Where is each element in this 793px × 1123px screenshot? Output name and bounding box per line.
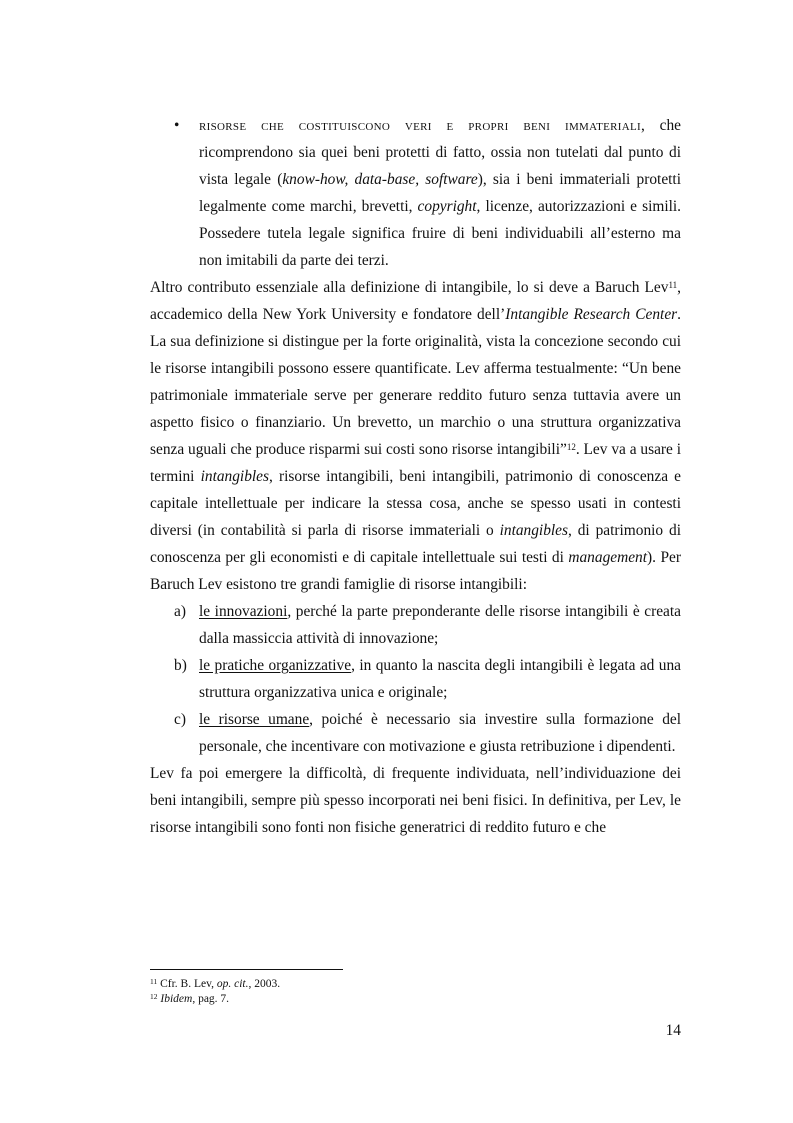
bullet-heading: risorse che costituiscono veri e propri beni immateriali, — [199, 117, 646, 134]
list-item: c) le risorse umane, poiché è necessario sia investire sulla formazione del personale, che incentivare con motivazione e giusta retribuzione i dipendenti. — [150, 706, 681, 760]
list-term: le innovazioni — [199, 603, 288, 620]
bullet-icon: • — [174, 117, 180, 134]
page-number: 14 — [665, 1022, 681, 1039]
footnote-12: $^{12}$ Ibidem, pag. 7. — [150, 992, 230, 1005]
list-item: a) le innovazioni, perché la parte preponderante delle risorse intangibili è creata dalla massiccia attività di innovazione; — [150, 598, 681, 652]
list-marker: b) — [174, 657, 187, 674]
main-text — [150, 112, 681, 841]
footnote-ref-12[interactable]: 12 — [566, 441, 576, 452]
list-marker: a) — [174, 603, 186, 620]
footnotes — [150, 977, 280, 1007]
footnote-divider — [150, 969, 343, 970]
list-item: b) le pratiche organizzative, in quanto la nascita degli intangibili è legata ad una struttura organizzativa unica e originale; — [150, 652, 681, 706]
paragraph-lev-definition: Altro contributo essenziale alla definizione di intangibile, lo si deve a Baruch Lev$^{11}$, accademico della New York University e fondatore dell’Intangible Research Center. La sua definizione si distingue per la forte originalità, vista la concezione secondo cui le risorse intangibili possono essere quantificate. Lev afferma testualmente: “Un bene patrimoniale immateriale serve per generare reddito futuro senza tuttavia avere un aspetto fisico o finanziario. Un brevetto, un marchio o una struttura organizzativa senza uguali che produce risparmi sui costi sono risorse intangibili”$^{12}$. Lev va a usare i termini intangibles, risorse intangibili, beni intangibili, patrimonio di conoscenza e capitale intellettuale per indicare la stessa cosa, anche se spesso usati in contesti diversi (in contabilità si parla di risorse immateriali o intangibles, di patrimonio di conoscenza per gli economisti e di capitale intellettuale sui testi di management). Per Baruch Lev esistono tre grandi famiglie di risorse intangibili: — [150, 279, 681, 593]
list-term: le risorse umane — [199, 711, 310, 728]
bullet-item: • risorse che costituiscono veri e propri beni immateriali, che ricomprendono sia quei beni protetti di fatto, ossia non tutelati dal punto di vista legale (know-how, data-base, software), sia i beni immateriali protetti legalmente come marchi, brevetti, copyright, licenze, autorizzazioni e simili. Possedere tutela legale significa fruire di beni individuabili all’esterno ma non imitabili da parte dei terzi. — [150, 112, 681, 274]
list-term: le pratiche organizzative — [199, 657, 352, 674]
list-marker: c) — [174, 711, 186, 728]
footnote-ref-11[interactable]: 11 — [668, 279, 678, 290]
paragraph-conclusion: Lev fa poi emergere la difficoltà, di frequente individuata, nell’individuazione dei beni intangibili, sempre più spesso incorporati nei beni fisici. In definitiva, per Lev, le risorse intangibili sono fonti non fisiche generatrici di reddito futuro e che — [150, 765, 681, 836]
footnote-11: $^{11}$ Cfr. B. Lev, op. cit., 2003. — [150, 977, 281, 990]
